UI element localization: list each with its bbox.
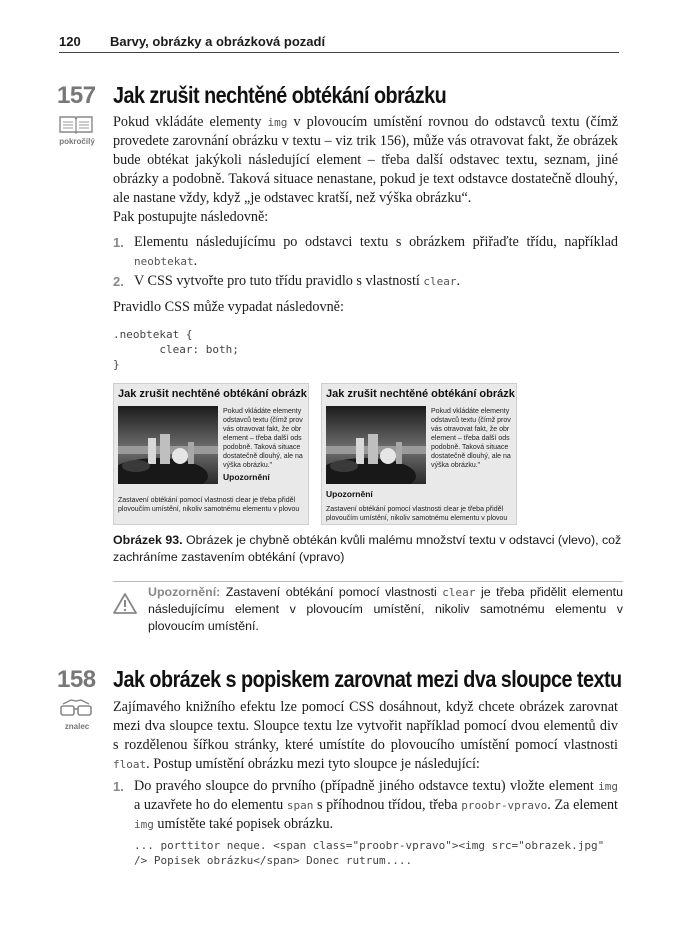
list-item: 2. V CSS vytvořte pro tuto třídu pravidlo s vlastností clear. xyxy=(113,273,461,289)
rule-intro-paragraph: Pravidlo CSS může vypadat následovně: xyxy=(113,299,344,315)
tip-number: 157 xyxy=(57,82,96,109)
tip-number: 158 xyxy=(57,666,96,693)
difficulty-label: pokročilý xyxy=(59,137,95,146)
list-item: 1. Do pravého sloupce do prvního (případně jiného odstavce textu) vložte element img a uzavřete ho do elementu span s příhodnou třídou, třeba proobr-vpravo. Za element img umístěte také popisek obrázku. xyxy=(113,778,618,832)
screenshot-title: Jak zrušit nechtěné obtékání obrázk xyxy=(118,388,307,400)
warning-box: Upozornění: Zastavení obtékání pomocí vlastnosti clear je třeba přidělit elementu následujícímu element v plovoucím umístění, nikoliv samotnému elementu v plovoucím umístění. xyxy=(113,581,623,635)
list-item: 1. Elementu následujícímu po odstavci textu s obrázkem přiřaďte třídu, například neobtekat. xyxy=(113,234,618,269)
screenshot-paragraph: Pokud vkládáte elementy odstavců textu (čímž prov vás otravovat fakt, že obr element – třeba další ods podobně. Taková situace dostatečně dlouhý, ale na výška obrázku." xyxy=(223,408,303,469)
warning-triangle-icon xyxy=(113,592,137,614)
tip-title: Jak obrázek s popiskem zarovnat mezi dva sloupce textu xyxy=(113,666,622,692)
screenshot-title: Jak zrušit nechtěné obtékání obrázk xyxy=(326,388,515,400)
tip-title: Jak zrušit nechtěné obtékání obrázku xyxy=(113,82,447,108)
tip-intro-paragraph: Zajímavého knižního efektu lze pomocí CSS dosáhnout, když chcete obrázek zarovnat mezi dva sloupce textu. Sloupce textu lze vytvořit například pomocí dvou elementů div s rozdělenou šířkou stránky, které umístíte do plovoucího umístění pomocí vlastnosti float. Postup umístění obrázku mezi tyto sloupce je následující: xyxy=(113,699,618,772)
figure-caption: Obrázek 93. Obrázek je chybně obtékán kvůli malému množství textu v odstavci (vlevo), což zachráníme zastavením obtékání (vpravo) xyxy=(113,533,622,564)
code-block: .neobtekat { clear: both; } xyxy=(113,328,239,371)
screenshot-paragraph: Pokud vkládáte elementy odstavců textu (čímž prov vás otravovat fakt, že obr element – třeba další ods podobně. Taková situace dostatečně dlouhý, ale na výška obrázku." xyxy=(431,408,511,469)
figure-screenshot-left xyxy=(113,383,309,525)
open-book-icon xyxy=(59,114,93,134)
glasses-icon xyxy=(59,698,93,718)
photo-image xyxy=(118,406,218,484)
running-header xyxy=(59,34,619,53)
screenshot-warning-text: Zastavení obtékání pomocí vlastnosti clear je třeba přiděl plovoučím umístění, nikoliv samotnému elementu v plovou xyxy=(326,506,508,522)
screenshot-warning-text: Zastavení obtékání pomocí vlastnosti clear je třeba přiděl plovoučím umístění, nikoliv samotnému elementu v plovou xyxy=(118,497,300,513)
running-title: Barvy, obrázky a obrázková pozadí xyxy=(110,34,326,49)
tip-intro-paragraph: Pokud vkládáte elementy img v plovoucím umístění rovnou do odstavců textu (čímž provedete zarovnání obrázku v textu – viz trik 156), může vás otravovat fakt, že obrázek bude obtékat jakýkoli následující element – třeba další odstavec textu, seznam, jiné obrázky a podobně. Taková situace nenastane, pokud je text odstavce dostatečně dlouhý, ale nastane vždy, když „je odstavec kratší, než výška obrázku“. xyxy=(113,114,619,206)
screenshot-warning-title: Upozornění xyxy=(223,472,270,482)
difficulty-label: znalec xyxy=(64,722,90,731)
page-number: 120 xyxy=(59,34,81,49)
code-block: ... porttitor neque. <span class="proobr-vpravo"><img src="obrazek.jpg" /> Popisek obrázku</span> Donec rutrum.... xyxy=(134,839,605,867)
screenshot-warning-title: Upozornění xyxy=(326,489,373,499)
figure-screenshot-right xyxy=(321,383,517,525)
proceed-paragraph: Pak postupujte následovně: xyxy=(113,209,269,225)
photo-image xyxy=(326,406,426,484)
